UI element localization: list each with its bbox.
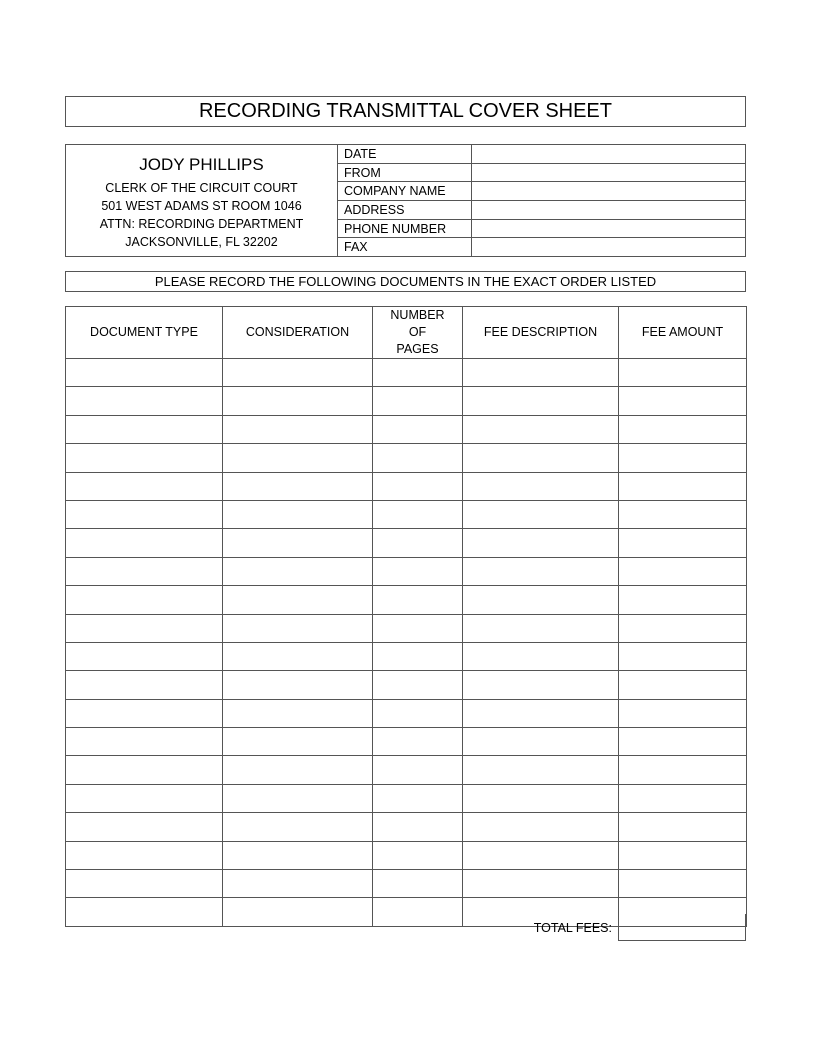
document-type-cell[interactable]	[66, 500, 223, 528]
clerk-name: JODY PHILLIPS	[139, 155, 264, 174]
fee-amount-cell[interactable]	[619, 529, 747, 557]
clerk-line: CLERK OF THE CIRCUIT COURT	[105, 181, 298, 195]
column-header-consideration: CONSIDERATION	[223, 307, 373, 359]
fee-description-cell[interactable]	[463, 359, 619, 387]
consideration-cell[interactable]	[223, 784, 373, 812]
number-of-pages-cell[interactable]	[373, 472, 463, 500]
consideration-cell[interactable]	[223, 699, 373, 727]
number-of-pages-cell[interactable]	[373, 813, 463, 841]
document-type-cell[interactable]	[66, 642, 223, 670]
number-of-pages-cell[interactable]	[373, 500, 463, 528]
table-row	[66, 529, 747, 557]
fee-description-cell[interactable]	[463, 387, 619, 415]
table-row	[66, 642, 747, 670]
fee-amount-cell[interactable]	[619, 841, 747, 869]
fee-amount-cell[interactable]	[619, 728, 747, 756]
document-type-cell[interactable]	[66, 586, 223, 614]
document-type-cell[interactable]	[66, 870, 223, 898]
phone-number-field[interactable]	[472, 220, 745, 238]
consideration-cell[interactable]	[223, 642, 373, 670]
number-of-pages-cell[interactable]	[373, 444, 463, 472]
instruction-banner: PLEASE RECORD THE FOLLOWING DOCUMENTS IN THE EXACT ORDER LISTED	[65, 271, 746, 292]
table-row	[66, 586, 747, 614]
header-block	[65, 144, 746, 257]
document-type-cell[interactable]	[66, 614, 223, 642]
fee-description-cell[interactable]	[463, 642, 619, 670]
number-of-pages-cell[interactable]	[373, 614, 463, 642]
page-title: RECORDING TRANSMITTAL COVER SHEET	[65, 96, 746, 127]
consideration-cell[interactable]	[223, 614, 373, 642]
consideration-cell[interactable]	[223, 500, 373, 528]
document-type-cell[interactable]	[66, 387, 223, 415]
table-row	[66, 472, 747, 500]
document-type-cell[interactable]	[66, 784, 223, 812]
total-fees-label: TOTAL FEES:	[533, 920, 612, 935]
consideration-cell[interactable]	[223, 472, 373, 500]
total-fees-row	[65, 914, 746, 941]
fee-description-cell[interactable]	[463, 415, 619, 443]
fee-amount-cell[interactable]	[619, 586, 747, 614]
table-row	[66, 415, 747, 443]
consideration-cell[interactable]	[223, 728, 373, 756]
field-label: FROM	[338, 164, 472, 182]
clerk-line: 501 WEST ADAMS ST ROOM 1046	[101, 199, 302, 213]
field-row-phone-number	[338, 220, 745, 239]
fee-description-cell[interactable]	[463, 444, 619, 472]
number-of-pages-cell[interactable]	[373, 699, 463, 727]
fee-description-cell[interactable]	[463, 841, 619, 869]
clerk-line: JACKSONVILLE, FL 32202	[125, 235, 278, 249]
documents-table	[65, 306, 747, 927]
table-row	[66, 500, 747, 528]
column-header-fee-description: FEE DESCRIPTION	[463, 307, 619, 359]
fee-amount-cell[interactable]	[619, 614, 747, 642]
field-label: ADDRESS	[338, 201, 472, 219]
table-header-row	[66, 307, 747, 359]
fee-amount-cell[interactable]	[619, 784, 747, 812]
consideration-cell[interactable]	[223, 586, 373, 614]
fee-description-cell[interactable]	[463, 813, 619, 841]
fee-description-cell[interactable]	[463, 529, 619, 557]
document-type-cell[interactable]	[66, 699, 223, 727]
consideration-cell[interactable]	[223, 671, 373, 699]
consideration-cell[interactable]	[223, 557, 373, 585]
fee-description-cell[interactable]	[463, 586, 619, 614]
fee-description-cell[interactable]	[463, 699, 619, 727]
document-type-cell[interactable]	[66, 813, 223, 841]
document-type-cell[interactable]	[66, 756, 223, 784]
fee-amount-cell[interactable]	[619, 387, 747, 415]
fee-amount-cell[interactable]	[619, 415, 747, 443]
fee-amount-cell[interactable]	[619, 359, 747, 387]
number-of-pages-cell[interactable]	[373, 642, 463, 670]
fax-field[interactable]	[472, 238, 745, 256]
consideration-cell[interactable]	[223, 415, 373, 443]
field-row-fax	[338, 238, 745, 256]
consideration-cell[interactable]	[223, 387, 373, 415]
total-fees-field[interactable]	[618, 914, 746, 941]
fee-description-cell[interactable]	[463, 756, 619, 784]
table-row	[66, 387, 747, 415]
number-of-pages-cell[interactable]	[373, 728, 463, 756]
fee-amount-cell[interactable]	[619, 813, 747, 841]
fee-description-cell[interactable]	[463, 870, 619, 898]
fee-amount-cell[interactable]	[619, 699, 747, 727]
field-row-from	[338, 164, 745, 183]
table-row	[66, 841, 747, 869]
sender-info-fields	[338, 145, 745, 256]
address-field[interactable]	[472, 201, 745, 219]
fee-description-cell[interactable]	[463, 614, 619, 642]
documents-table-body	[66, 359, 747, 927]
table-row	[66, 444, 747, 472]
table-row	[66, 870, 747, 898]
consideration-cell[interactable]	[223, 870, 373, 898]
field-row-date	[338, 145, 745, 164]
fee-amount-cell[interactable]	[619, 870, 747, 898]
table-row	[66, 699, 747, 727]
company-name-field[interactable]	[472, 182, 745, 200]
field-label: COMPANY NAME	[338, 182, 472, 200]
table-row	[66, 557, 747, 585]
fee-description-cell[interactable]	[463, 557, 619, 585]
document-type-cell[interactable]	[66, 557, 223, 585]
document-type-cell[interactable]	[66, 728, 223, 756]
document-type-cell[interactable]	[66, 472, 223, 500]
consideration-cell[interactable]	[223, 529, 373, 557]
table-row	[66, 671, 747, 699]
fee-description-cell[interactable]	[463, 671, 619, 699]
table-row	[66, 728, 747, 756]
consideration-cell[interactable]	[223, 756, 373, 784]
table-row	[66, 784, 747, 812]
fee-amount-cell[interactable]	[619, 671, 747, 699]
number-of-pages-cell[interactable]	[373, 415, 463, 443]
table-row	[66, 614, 747, 642]
fee-amount-cell[interactable]	[619, 444, 747, 472]
document-type-cell[interactable]	[66, 529, 223, 557]
number-of-pages-cell[interactable]	[373, 671, 463, 699]
fee-description-cell[interactable]	[463, 500, 619, 528]
number-of-pages-cell[interactable]	[373, 784, 463, 812]
number-of-pages-cell[interactable]	[373, 841, 463, 869]
table-row	[66, 756, 747, 784]
fee-amount-cell[interactable]	[619, 756, 747, 784]
clerk-address-block	[66, 145, 338, 256]
consideration-cell[interactable]	[223, 359, 373, 387]
field-row-company-name	[338, 182, 745, 201]
table-row	[66, 359, 747, 387]
field-label: PHONE NUMBER	[338, 220, 472, 238]
from-field[interactable]	[472, 164, 745, 182]
column-header-document-type: DOCUMENT TYPE	[66, 307, 223, 359]
fee-amount-cell[interactable]	[619, 500, 747, 528]
document-type-cell[interactable]	[66, 671, 223, 699]
document-type-cell[interactable]	[66, 444, 223, 472]
column-header-number-of-pages: NUMBER OF PAGES	[373, 307, 463, 359]
fee-description-cell[interactable]	[463, 784, 619, 812]
date-field[interactable]	[472, 145, 745, 163]
fee-amount-cell[interactable]	[619, 472, 747, 500]
consideration-cell[interactable]	[223, 444, 373, 472]
document-type-cell[interactable]	[66, 415, 223, 443]
clerk-line: ATTN: RECORDING DEPARTMENT	[99, 217, 304, 231]
field-label: FAX	[338, 238, 472, 256]
consideration-cell[interactable]	[223, 813, 373, 841]
document-type-cell[interactable]	[66, 359, 223, 387]
fee-amount-cell[interactable]	[619, 557, 747, 585]
number-of-pages-cell[interactable]	[373, 387, 463, 415]
number-of-pages-cell[interactable]	[373, 557, 463, 585]
number-of-pages-cell[interactable]	[373, 529, 463, 557]
document-type-cell[interactable]	[66, 841, 223, 869]
column-header-fee-amount: FEE AMOUNT	[619, 307, 747, 359]
number-of-pages-cell[interactable]	[373, 870, 463, 898]
fee-description-cell[interactable]	[463, 728, 619, 756]
table-row	[66, 813, 747, 841]
number-of-pages-cell[interactable]	[373, 756, 463, 784]
consideration-cell[interactable]	[223, 841, 373, 869]
number-of-pages-cell[interactable]	[373, 359, 463, 387]
fee-amount-cell[interactable]	[619, 642, 747, 670]
number-of-pages-cell[interactable]	[373, 586, 463, 614]
fee-description-cell[interactable]	[463, 472, 619, 500]
field-row-address	[338, 201, 745, 220]
field-label: DATE	[338, 145, 472, 163]
